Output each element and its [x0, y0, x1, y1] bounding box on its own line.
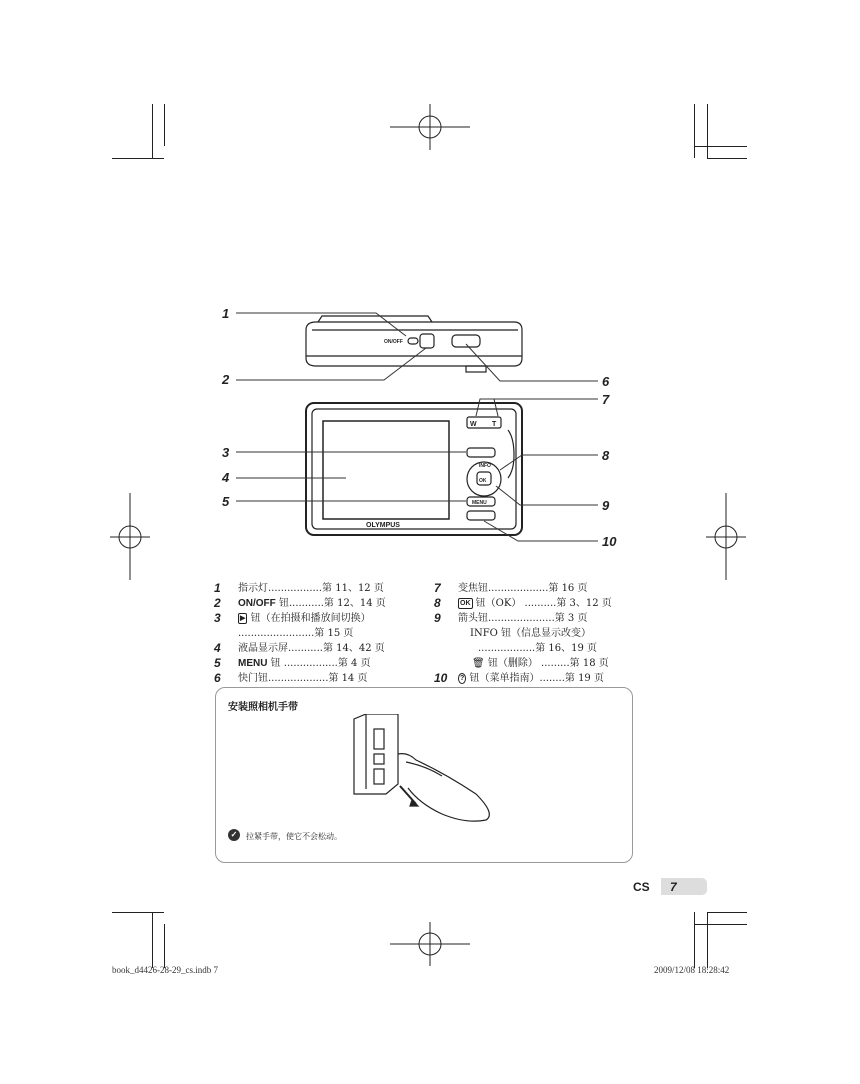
- part-row: ........................第 15 页: [238, 628, 354, 639]
- strap-illustration: [346, 714, 516, 824]
- callout-3: 3: [222, 445, 230, 460]
- callout-4: 4: [222, 470, 230, 485]
- trash-icon: 🗑: [472, 658, 485, 669]
- footer-filename: book_d4426-28-29_cs.indb 7: [112, 965, 218, 975]
- page-number: 7: [670, 880, 677, 894]
- brand-label: OLYMPUS: [366, 522, 400, 529]
- ok-label: OK: [479, 478, 487, 484]
- language-code: CS: [633, 880, 650, 894]
- ok-icon: OK: [460, 600, 471, 607]
- info-label: INFO: [479, 463, 491, 469]
- zoom-w-label: W: [470, 421, 477, 428]
- part-row: 3 ▶ 钮（在拍摄和播放间切换）: [214, 611, 371, 625]
- part-row: 4 液晶显示屏...........第 14、42 页: [214, 641, 385, 655]
- menu-label: MENU: [472, 500, 487, 506]
- footer-timestamp: 2009/12/08 18:28:42: [654, 965, 730, 975]
- part-row: 6 快门钮...................第 14 页: [214, 671, 368, 685]
- callout-5: 5: [222, 494, 230, 509]
- zoom-t-label: T: [492, 421, 497, 428]
- callout-2: 2: [222, 372, 230, 387]
- help-icon: ?: [460, 675, 465, 682]
- part-row: INFO 钮（信息显示改变）: [470, 628, 592, 639]
- parts-list-right: [434, 581, 632, 686]
- strap-note: ✓ 拉紧手带，使它不会松动。: [246, 831, 342, 842]
- callout-10: 10: [602, 534, 617, 549]
- strap-box-title: 安装照相机手带: [228, 702, 298, 713]
- callout-9: 9: [602, 498, 610, 513]
- part-row: 9 箭头钮.....................第 3 页: [434, 611, 588, 625]
- part-row: 7 变焦钮...................第 16 页: [434, 581, 588, 595]
- part-row: 1 指示灯.................第 11、12 页: [214, 581, 384, 595]
- playback-icon: ▶: [240, 615, 246, 622]
- part-row: 2 ON/OFF 钮...........第 12、14 页: [214, 596, 386, 610]
- callout-7: 7: [602, 392, 610, 407]
- onoff-label: ON/OFF: [384, 339, 403, 345]
- part-row: ..................第 16、19 页: [478, 643, 598, 654]
- note-icon: ✓: [228, 829, 240, 841]
- part-row: 8 OK 钮（OK） ..........第 3、12 页: [434, 596, 612, 610]
- part-row: 🗑 钮（删除） .........第 18 页: [472, 658, 609, 669]
- part-row: 5 MENU 钮 .................第 4 页: [214, 656, 371, 670]
- parts-list-left: [214, 581, 412, 686]
- part-row: 10 ? 钮（菜单指南）........第 19 页: [434, 671, 604, 685]
- callout-8: 8: [602, 448, 610, 463]
- callout-6: 6: [602, 374, 610, 389]
- callout-1: 1: [222, 306, 230, 321]
- strap-info-box: [215, 687, 633, 863]
